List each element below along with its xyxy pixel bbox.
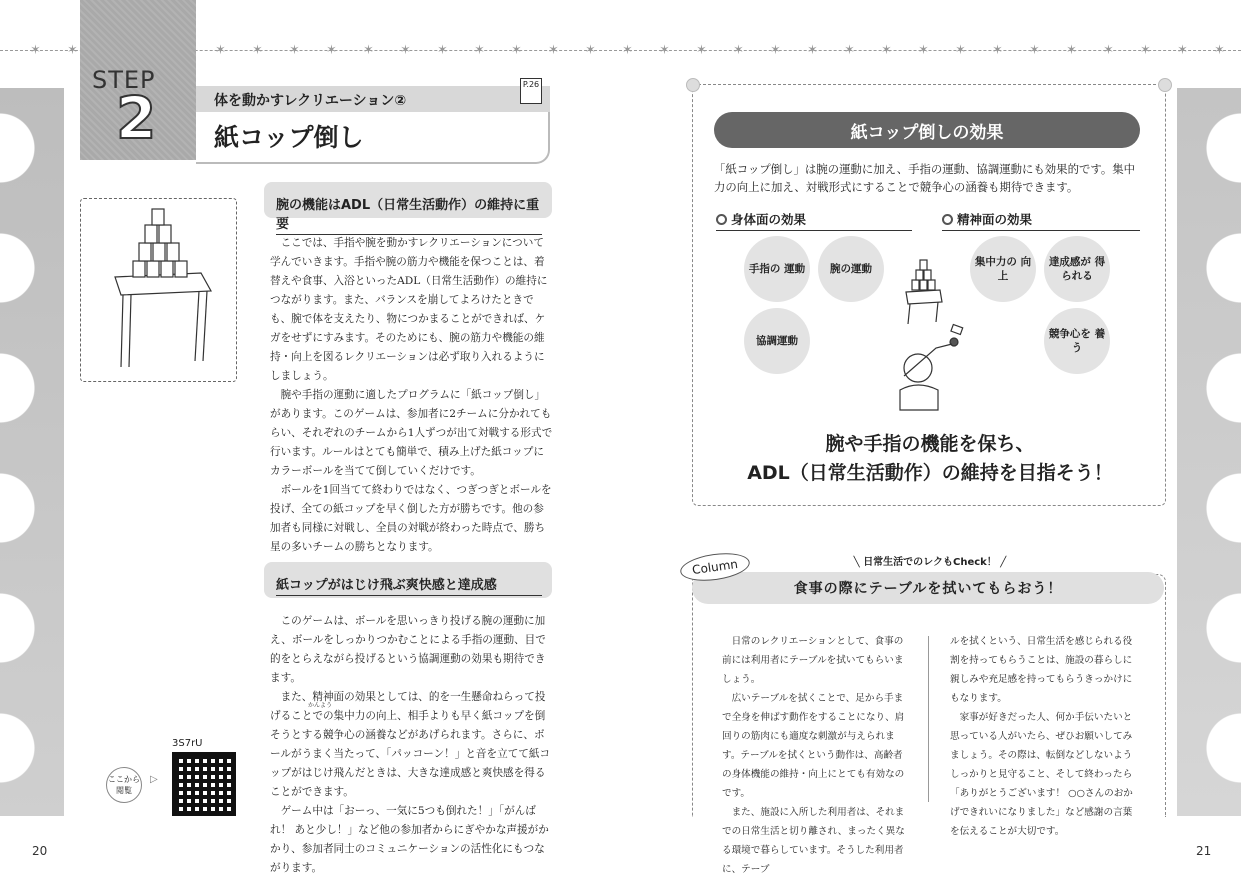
- bullet-icon: [942, 214, 953, 225]
- mental-effects-heading: [942, 210, 1140, 231]
- star-icon: ✶: [807, 43, 818, 58]
- section1-paragraph: 腕や手指の運動に適したプログラムに「紙コップ倒し」があります。このゲームは、参加者に2チームに分かれてもらい、それぞれのチームから1人ずつが出て対戦する形式で行います。ルールはとても簡単で、積み上げた紙コップにカラーボールを当てて倒していくだけです。: [270, 389, 553, 477]
- star-icon: ✶: [30, 43, 41, 58]
- column-text-right: [950, 632, 1136, 841]
- physical-effects-label: 身体面の効果: [731, 212, 807, 227]
- star-icon: ✶: [770, 43, 781, 58]
- star-icon: ✶: [1029, 43, 1040, 58]
- effect-circle: 協調運動: [744, 308, 810, 374]
- star-icon: ✶: [548, 43, 559, 58]
- star-icon: ✶: [1140, 43, 1151, 58]
- star-icon: ✶: [67, 43, 78, 58]
- star-icon: ✶: [289, 43, 300, 58]
- star-icon: ✶: [252, 43, 263, 58]
- arrow-right-icon: ▷: [150, 774, 158, 785]
- thrower-illustration: [896, 252, 976, 412]
- star-icon: ✶: [474, 43, 485, 58]
- effect-circle: 手指の 運動: [744, 236, 810, 302]
- pin-icon: [1158, 78, 1172, 92]
- column-paragraph: 家事が好きだった人、何か手伝いたいと思っている人がいたら、ぜひお願いしてみましょう。その際は、転倒などしないようしっかりと見守ること、そして終わったら「ありがとうございます！ ○○さんのおかげできれいになりました」など感謝の言葉を伝えることが大切です。: [950, 712, 1133, 837]
- section2-paragraph: ゲーム中は「おーっ、一気に5つも倒れた！」「がんばれ！ あと少し！」など他の参加者からにぎやかな声援がかかり、参加者同士のコミュニケーションの活性化にもつながります。: [270, 805, 549, 874]
- star-icon: ✶: [659, 43, 670, 58]
- page-number-left: 20: [32, 844, 48, 858]
- page-title: 紙コップ倒し: [214, 123, 364, 152]
- page-number-right: 21: [1196, 844, 1212, 858]
- star-icon: ✶: [696, 43, 707, 58]
- page-reference-icon: P.26: [520, 78, 542, 104]
- column-paragraph: 日常のレクリエーションとして、食事の前には利用者にテーブルを拭いてもらいましょう。: [722, 636, 904, 685]
- column-text-left: [722, 632, 908, 879]
- page-subtitle: 体を動かすレクリエーション②: [214, 93, 407, 109]
- star-icon: ✶: [326, 43, 337, 58]
- section2-body: [270, 612, 554, 878]
- left-watercolor-pattern: [0, 88, 64, 816]
- column-tag: Column: [679, 549, 752, 584]
- section2-paragraph: また、精神面の効果としては、的を一生懸命ねらって投げることでの集中力の向上、相手よりも早く紙コップを倒そうとする競争心の涵養などがあげられます。さらに、ボールがうまく当たって、「パッコーン！」と音を立てて紙コップがはじけ飛んだときは、大きな達成感と爽快感を得ることができます。: [270, 691, 551, 798]
- qr-view-badge: ここから 閲覧: [106, 767, 142, 803]
- column-title: 食事の際にテーブルを拭いてもらおう！: [793, 581, 1063, 597]
- section2-heading: 紙コップがはじけ飛ぶ爽快感と達成感: [276, 574, 542, 596]
- qr-code-id: 3S7rU: [172, 738, 203, 749]
- physical-effects-heading: [716, 210, 912, 231]
- star-icon: ✶: [437, 43, 448, 58]
- effect-circle: 達成感が 得られる: [1044, 236, 1110, 302]
- star-icon: ✶: [844, 43, 855, 58]
- column-check-text: 日常生活でのレクもCheck！: [863, 557, 997, 568]
- star-icon: ✶: [918, 43, 929, 58]
- pin-icon: [686, 78, 700, 92]
- section1-paragraph: ここでは、手指や腕を動かすレクリエーションについて学んでいきます。手指や腕の筋力や機能を保つことは、着替えや食事、入浴といったADL（日常生活動作）の維持につながります。また、バランスを崩してよろけたときでも、腕で体を支えたり、物につかまることができれば、ケガをせずにすみます。そのためにも、腕の筋力や機能の維持・向上を図るレクリエーションは必ず取り入れるようにしましょう。: [270, 237, 548, 382]
- star-icon: ✶: [733, 43, 744, 58]
- column-paragraph: また、施設に入所した利用者は、それまでの日常生活と切り離され、まったく異なる環境で暮らしています。そうした利用者に、テーブ: [722, 807, 905, 875]
- star-icon: ✶: [992, 43, 1003, 58]
- section1-paragraph: ボールを1回当てて終わりではなく、つぎつぎとボールを投げ、全ての紙コップを早く倒した方が勝ちです。他の参加者も同様に対戦し、全員の対戦が終わった時点で、勝ち星の多いチームの勝ちとなります。: [270, 484, 552, 553]
- column-paragraph: 広いテーブルを拭くことで、足から手まで全身を伸ばす動作をすることになり、肩回りの筋肉にも適度な刺激が与えられます。テーブルを拭くという動作は、高齢者の身体機能の維持・向上にとても有効なのです。: [722, 693, 905, 799]
- star-icon: ✶: [585, 43, 596, 58]
- star-icon: ✶: [881, 43, 892, 58]
- effects-title: 紙コップ倒しの効果: [850, 123, 1004, 143]
- star-icon: ✶: [1103, 43, 1114, 58]
- star-icon: ✶: [215, 43, 226, 58]
- star-icon: ✶: [400, 43, 411, 58]
- star-icon: ✶: [955, 43, 966, 58]
- effect-circle: 集中力の 向上: [970, 236, 1036, 302]
- mental-effects-label: 精神面の効果: [957, 212, 1033, 227]
- section1-heading: 腕の機能はADL（日常生活動作）の維持に重要: [276, 194, 542, 235]
- star-icon: ✶: [1177, 43, 1188, 58]
- step-number: 2: [116, 84, 157, 152]
- star-icon: ✶: [511, 43, 522, 58]
- cup-tower-illustration: [80, 198, 237, 382]
- step-label: STEP: [92, 66, 156, 94]
- star-icon: ✶: [1214, 43, 1225, 58]
- star-icon: ✶: [363, 43, 374, 58]
- slogan-line: 腕や手指の機能を保ち、: [825, 433, 1035, 455]
- slogan-line: ADL（日常生活動作）の維持を目指そう！: [747, 462, 1113, 484]
- ruby-annotation: かんよう: [308, 702, 333, 709]
- effect-circle: 競争心を 養う: [1044, 308, 1110, 374]
- effect-circle: 腕の運動: [818, 236, 884, 302]
- star-icon: ✶: [622, 43, 633, 58]
- effects-intro: 「紙コップ倒し」は腕の運動に加え、手指の運動、協調運動にも効果的です。集中力の向上に加え、対戦形式にすることで競争心の涵養も期待できます。: [714, 162, 1135, 194]
- right-watercolor-pattern: [1177, 88, 1241, 816]
- column-check-label: ╲ 日常生活でのレクもCheck！ ╱: [853, 557, 1007, 568]
- star-icon: ✶: [1066, 43, 1077, 58]
- section2-paragraph: このゲームは、ボールを思いっきり投げる腕の運動に加え、ボールをしっかりつかむことによる手指の運動、目で的をとらえながら投げるという協調運動の効果も期待できます。: [270, 615, 546, 684]
- section1-body: [270, 234, 554, 557]
- effects-slogan: [700, 430, 1160, 488]
- qr-code[interactable]: [172, 752, 236, 816]
- bullet-icon: [716, 214, 727, 225]
- column-divider: [928, 636, 929, 802]
- column-paragraph: ルを拭くという、日常生活を感じられる役割を持ってもらうことは、施設の暮らしに親しみや充足感を持ってもらうきっかけにもなります。: [950, 636, 1133, 704]
